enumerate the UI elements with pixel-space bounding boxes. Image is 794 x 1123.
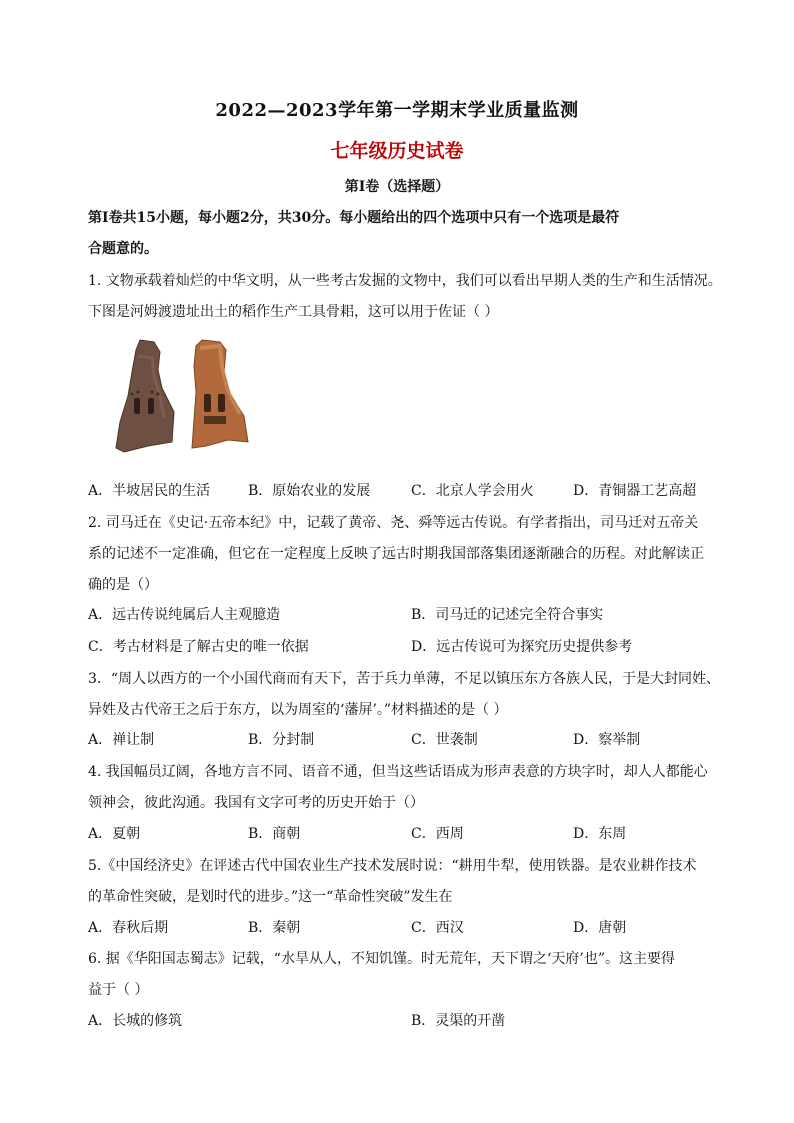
question-3-text: 3．“周人以西方的一个小国代商而有天下，苦于兵力单薄，不足以镇压东方各族人民，于是大封同姓、 xyxy=(88,671,721,687)
question-2-option-a[interactable]: A．远古传说纯属后人主观臆造 xyxy=(88,607,281,623)
question-4-option-b[interactable]: B．商朝 xyxy=(248,826,301,842)
question-4-option-d[interactable]: D．东周 xyxy=(573,826,627,842)
instructions-line-2: 合题意的。 xyxy=(88,241,158,257)
question-2-option-b[interactable]: B．司马迁的记述完全符合事实 xyxy=(411,607,604,623)
question-2-option-c[interactable]: C．考古材料是了解古史的唯一依据 xyxy=(88,639,309,655)
question-3-option-d[interactable]: D．察举制 xyxy=(573,732,641,748)
subject-title: 七年级历史试卷 xyxy=(330,140,464,162)
question-5-text: 的革命性突破，是划时代的进步。”这一“革命性突破”发生在 xyxy=(88,889,453,905)
question-2-text: 系的记述不一定准确，但它在一定程度上反映了远古时期我国部落集团逐渐融合的历程。对此解读正 xyxy=(88,546,704,562)
instructions-line-1: 第Ⅰ卷共15小题，每小题2分，共30分。每小题给出的四个选项中只有一个选项是最符 xyxy=(88,210,620,226)
question-1-option-b[interactable]: B．原始农业的发展 xyxy=(248,483,371,499)
question-5-option-b[interactable]: B．秦朝 xyxy=(248,920,301,936)
question-4-option-a[interactable]: A．夏朝 xyxy=(88,826,141,842)
question-6-option-b[interactable]: B．灵渠的开凿 xyxy=(411,1013,506,1029)
question-6-text: 6. 据《华阳国志蜀志》记载，“水旱从人，不知饥馑。时无荒年，天下谓之‘天府’也”。这主要得 xyxy=(88,951,676,967)
question-6-option-a[interactable]: A．长城的修筑 xyxy=(88,1013,183,1029)
question-1-text: 1. 文物承载着灿烂的中华文明，从一些考古发掘的文物中，我们可以看出早期人类的生产和生活情况。 xyxy=(88,273,722,289)
question-3-option-b[interactable]: B．分封制 xyxy=(248,732,315,748)
question-6-text: 益于（ ） xyxy=(88,982,149,998)
question-4-option-c[interactable]: C．西周 xyxy=(411,826,464,842)
question-1-text: 下图是河姆渡遗址出土的稻作生产工具骨耜，这可以用于佐证（ ） xyxy=(88,304,499,320)
question-1-option-d[interactable]: D．青铜器工艺高超 xyxy=(573,483,697,499)
question-5-option-d[interactable]: D．唐朝 xyxy=(573,920,627,936)
question-5-option-c[interactable]: C．西汉 xyxy=(411,920,464,936)
section-title: 第Ⅰ卷（选择题） xyxy=(344,179,450,195)
question-4-text: 领神会，彼此沟通。我国有文字可考的历史开始于（） xyxy=(88,795,424,811)
question-1-option-c[interactable]: C．北京人学会用火 xyxy=(411,483,534,499)
question-2-text: 确的是（） xyxy=(88,577,158,593)
question-3-option-c[interactable]: C．世袭制 xyxy=(411,732,478,748)
question-5-text: 5.《中国经济史》在评述古代中国农业生产技术发展时说：“耕用牛犁，使用铁器。是农业耕作技术 xyxy=(88,858,697,874)
question-2-option-d[interactable]: D．远古传说可为探究历史提供参考 xyxy=(411,639,633,655)
question-4-text: 4. 我国幅员辽阔，各地方言不同、语音不通，但当这些话语成为形声表意的方块字时，却人人都能心 xyxy=(88,764,708,780)
question-5-option-a[interactable]: A．春秋后期 xyxy=(88,920,169,936)
question-3-option-a[interactable]: A．禅让制 xyxy=(88,732,155,748)
question-1-option-a[interactable]: A．半坡居民的生活 xyxy=(88,483,211,499)
question-2-text: 2. 司马迁在《史记·五帝本纪》中，记载了黄帝、尧、舜等远古传说。有学者指出，司马迁对五帝关 xyxy=(88,515,699,531)
exam-title: 2022—2023学年第一学期末学业质量监测 xyxy=(215,100,579,121)
question-3-text: 异姓及古代帝王之后于东方，以为周室的‘藩屏’。”材料描述的是（ ） xyxy=(88,702,508,718)
bone-spade-image xyxy=(108,336,258,460)
